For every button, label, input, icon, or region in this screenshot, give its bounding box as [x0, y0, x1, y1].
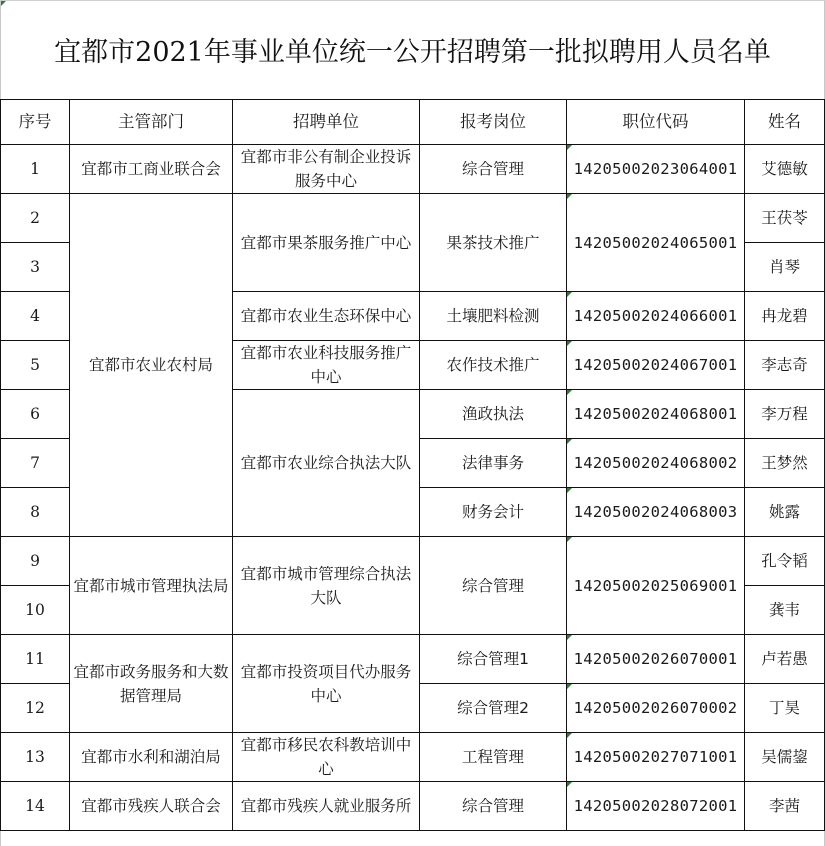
name-cell: 王梦然 — [745, 439, 825, 488]
cell-marker-icon — [567, 145, 572, 150]
row-number: 14 — [1, 782, 70, 831]
name-cell: 李万程 — [745, 390, 825, 439]
unit-cell — [233, 537, 420, 635]
code-text: 14205002026070001 — [573, 650, 738, 668]
position-cell: 果茶技术推广 — [420, 194, 567, 292]
name-cell: 李茜 — [745, 782, 825, 831]
header-department: 主管部门 — [70, 100, 233, 145]
name-cell: 肖琴 — [745, 243, 825, 292]
unit-text: 宜都市农业生态环保中心 — [240, 307, 412, 325]
position-cell: 法律事务 — [420, 439, 567, 488]
name-cell: 丁昊 — [745, 684, 825, 733]
code-text: 14205002025069001 — [573, 576, 738, 595]
department-text: 宜都市水利和湖泊局 — [81, 748, 221, 766]
code-text: 14205002027071001 — [573, 748, 738, 766]
cell-marker-icon — [567, 194, 572, 199]
table-row — [1, 635, 825, 684]
row-number: 2 — [1, 194, 70, 243]
department-text: 宜都市城市管理执法局 — [73, 576, 229, 595]
cell-marker-icon — [567, 635, 572, 640]
code-text: 14205002024068002 — [573, 454, 738, 472]
cell-marker-icon — [567, 684, 572, 689]
unit-cell — [233, 635, 420, 733]
hiring-list-table — [0, 99, 825, 831]
department-cell — [70, 145, 233, 194]
position-cell: 农作技术推广 — [420, 341, 567, 390]
position-cell: 综合管理 — [420, 537, 567, 635]
unit-text: 宜都市果茶服务推广中心 — [240, 233, 412, 252]
name-cell: 龚韦 — [745, 586, 825, 635]
department-cell — [70, 733, 233, 782]
row-number: 6 — [1, 390, 70, 439]
table-row — [1, 194, 825, 243]
position-cell: 综合管理1 — [420, 635, 567, 684]
position-cell: 综合管理 — [420, 145, 567, 194]
unit-cell — [233, 194, 420, 292]
unit-text: 宜都市投资项目代办服务中心 — [240, 662, 412, 705]
department-cell — [70, 782, 233, 831]
position-cell: 综合管理 — [420, 782, 567, 831]
cell-marker-icon — [567, 488, 572, 493]
code-text: 14205002024066001 — [573, 307, 738, 325]
position-cell: 渔政执法 — [420, 390, 567, 439]
code-text: 14205002028072001 — [573, 797, 738, 815]
department-text: 宜都市残疾人联合会 — [81, 797, 221, 815]
code-cell — [567, 292, 745, 341]
table-header-row — [1, 100, 825, 145]
unit-cell — [233, 292, 420, 341]
position-cell: 工程管理 — [420, 733, 567, 782]
department-cell — [70, 635, 233, 733]
unit-text: 宜都市城市管理综合执法大队 — [240, 564, 412, 607]
name-cell: 孔令韬 — [745, 537, 825, 586]
code-cell — [567, 537, 745, 635]
cell-marker-icon — [567, 537, 572, 542]
row-number: 10 — [1, 586, 70, 635]
position-cell: 综合管理2 — [420, 684, 567, 733]
code-cell — [567, 194, 745, 292]
code-text: 14205002024068001 — [573, 405, 738, 423]
table-row — [1, 782, 825, 831]
unit-text: 宜都市残疾人就业服务所 — [240, 797, 412, 815]
department-text: 宜都市工商业联合会 — [81, 160, 221, 178]
name-cell: 艾德敏 — [745, 145, 825, 194]
table-row — [1, 145, 825, 194]
name-cell: 李志奇 — [745, 341, 825, 390]
code-cell — [567, 390, 745, 439]
name-cell: 姚露 — [745, 488, 825, 537]
cell-marker-icon — [567, 390, 572, 395]
code-text: 14205002024068003 — [573, 503, 738, 521]
cell-marker-icon — [567, 292, 572, 297]
page-title: 宜都市2021年事业单位统一公开招聘第一批拟聘用人员名单 — [54, 37, 771, 68]
code-cell — [567, 635, 745, 684]
department-text: 宜都市农业农村局 — [88, 356, 213, 374]
code-cell — [567, 782, 745, 831]
unit-text: 宜都市移民农科教培训中心 — [240, 736, 412, 778]
code-cell — [567, 733, 745, 782]
table-row — [1, 537, 825, 586]
department-text: 宜都市政务服务和大数据管理局 — [73, 662, 229, 705]
row-number: 5 — [1, 341, 70, 390]
row-number: 7 — [1, 439, 70, 488]
code-text: 14205002026070002 — [573, 699, 738, 717]
header-no: 序号 — [1, 100, 70, 145]
code-text: 14205002024067001 — [573, 356, 738, 374]
row-number: 8 — [1, 488, 70, 537]
code-text: 14205002024065001 — [573, 233, 738, 252]
department-cell — [70, 537, 233, 635]
table-row — [1, 733, 825, 782]
header-unit: 招聘单位 — [233, 100, 420, 145]
code-cell — [567, 145, 745, 194]
department-cell — [70, 194, 233, 537]
unit-cell — [233, 733, 420, 782]
name-cell: 王茯苓 — [745, 194, 825, 243]
row-number: 4 — [1, 292, 70, 341]
row-number: 11 — [1, 635, 70, 684]
header-code: 职位代码 — [567, 100, 745, 145]
header-name: 姓名 — [745, 100, 825, 145]
code-cell — [567, 439, 745, 488]
row-number: 12 — [1, 684, 70, 733]
unit-cell — [233, 390, 420, 537]
name-cell: 吴儒鋆 — [745, 733, 825, 782]
row-number: 9 — [1, 537, 70, 586]
cell-marker-icon — [567, 733, 572, 738]
row-number: 1 — [1, 145, 70, 194]
unit-cell — [233, 145, 420, 194]
code-cell — [567, 488, 745, 537]
position-cell: 财务会计 — [420, 488, 567, 537]
header-position: 报考岗位 — [420, 100, 567, 145]
unit-text: 宜都市农业科技服务推广中心 — [240, 344, 412, 386]
row-number: 3 — [1, 243, 70, 292]
cell-marker-icon — [567, 439, 572, 444]
code-cell — [567, 684, 745, 733]
name-cell: 冉龙碧 — [745, 292, 825, 341]
unit-cell — [233, 782, 420, 831]
code-cell — [567, 341, 745, 390]
unit-text: 宜都市农业综合执法大队 — [240, 454, 412, 472]
row-number: 13 — [1, 733, 70, 782]
position-cell: 土壤肥料检测 — [420, 292, 567, 341]
code-text: 14205002023064001 — [573, 160, 738, 178]
cell-marker-icon — [567, 782, 572, 787]
name-cell: 卢若愚 — [745, 635, 825, 684]
unit-cell — [233, 341, 420, 390]
cell-marker-icon — [567, 341, 572, 346]
unit-text: 宜都市非公有制企业投诉服务中心 — [240, 148, 412, 190]
